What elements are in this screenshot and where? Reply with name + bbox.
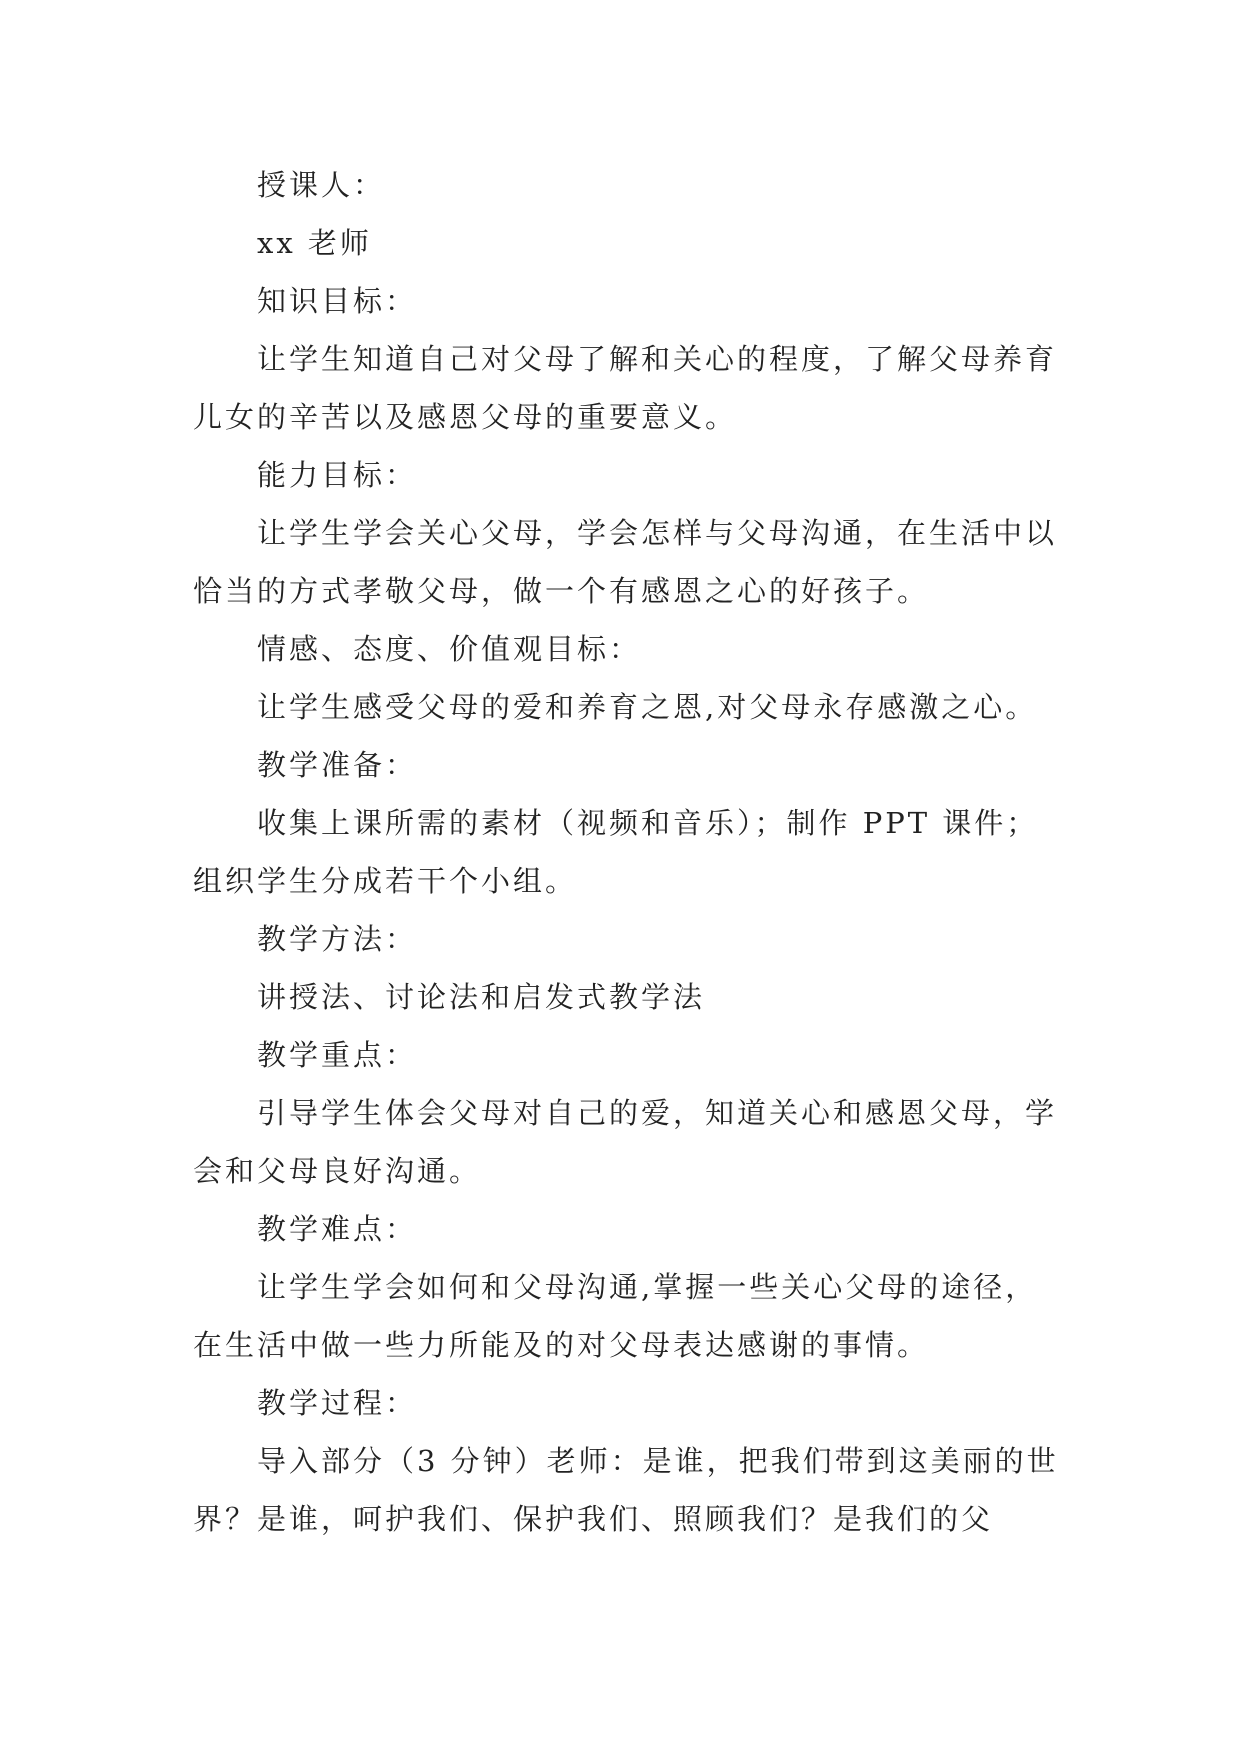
paragraph-process-intro: 导入部分（3 分钟）老师：是谁，把我们带到这美丽的世界？是谁，呵护我们、保护我们、照顾我们？是我们的父 xyxy=(193,1444,1059,1536)
heading-ability-goal: 能力目标： xyxy=(257,458,418,492)
heading-method: 教学方法： xyxy=(257,922,418,956)
heading-process: 教学过程： xyxy=(257,1386,418,1420)
paragraph-ability-goal: 让学生学会关心父母，学会怎样与父母沟通，在生活中以恰当的方式孝敬父母，做一个有感恩之心的好孩子。 xyxy=(193,516,1058,608)
paragraph-key-point: 引导学生体会父母对自己的爱，知道关心和感恩父母，学会和父母良好沟通。 xyxy=(193,1096,1058,1188)
paragraph-knowledge-goal: 让学生知道自己对父母了解和关心的程度，了解父母养育儿女的辛苦以及感恩父母的重要意义。 xyxy=(193,342,1058,434)
heading-key-point: 教学重点： xyxy=(257,1038,418,1072)
paragraph-emotion-goal: 让学生感受父母的爱和养育之恩,对父母永存感激之心。 xyxy=(257,690,1038,724)
heading-difficulty: 教学难点： xyxy=(257,1212,418,1246)
paragraph-method: 讲授法、讨论法和启发式教学法 xyxy=(257,980,706,1014)
paragraph-teacher-label: 授课人： xyxy=(257,168,386,202)
paragraph-teacher-name: xx 老师 xyxy=(257,226,372,260)
paragraph-difficulty: 让学生学会如何和父母沟通,掌握一些关心父母的途径，在生活中做一些力所能及的对父母表达感谢的事情。 xyxy=(193,1270,1038,1362)
heading-preparation: 教学准备： xyxy=(257,748,418,782)
document-body xyxy=(193,156,1059,1548)
paragraph-preparation: 收集上课所需的素材（视频和音乐）；制作 PPT 课件；组织学生分成若干个小组。 xyxy=(193,806,1039,898)
heading-knowledge-goal: 知识目标： xyxy=(257,284,418,318)
heading-emotion-goal: 情感、态度、价值观目标： xyxy=(257,632,642,666)
